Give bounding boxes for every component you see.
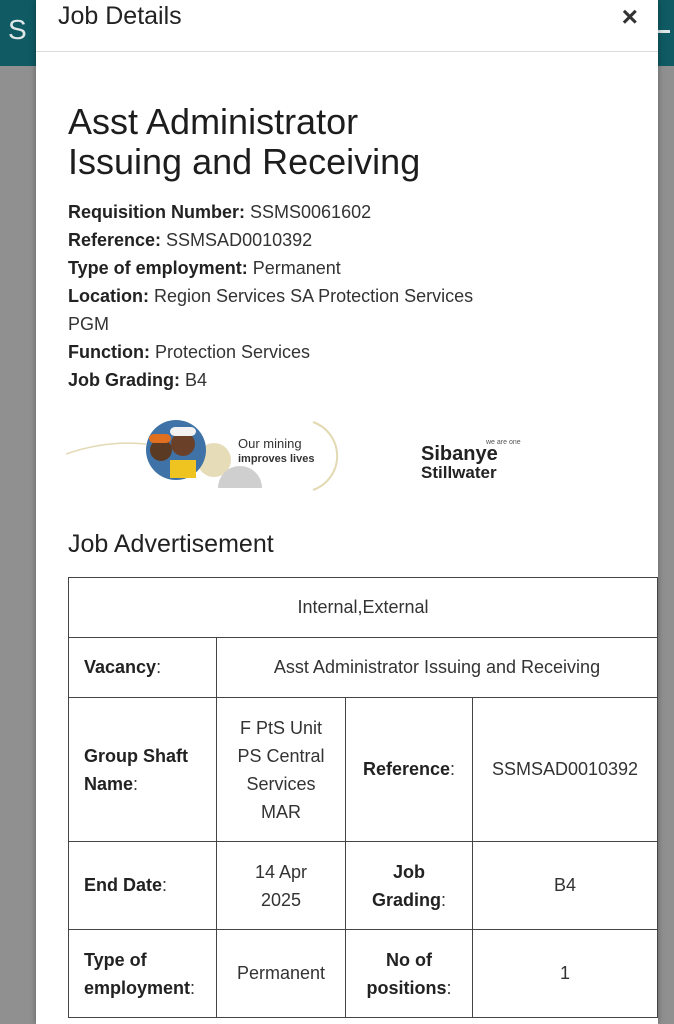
employment-type-value: Permanent xyxy=(217,930,346,1018)
banner-vest xyxy=(170,460,196,478)
banner-tagline-2: improves lives xyxy=(238,453,315,465)
job-details-list xyxy=(68,198,488,394)
table-row xyxy=(69,842,658,930)
job-advertisement-table xyxy=(68,577,658,1018)
table-row xyxy=(69,698,658,842)
close-icon[interactable]: × xyxy=(621,1,638,32)
banner-arc xyxy=(313,422,337,490)
table-row xyxy=(69,638,658,698)
banner-helmet-1 xyxy=(149,434,171,443)
banner-helmet-2 xyxy=(170,427,196,436)
job-title-line-2: Issuing and Receiving xyxy=(68,141,421,182)
vacancy-value: Asst Administrator Issuing and Receiving xyxy=(217,638,658,698)
detail-function: Function: Protection Services xyxy=(68,342,311,362)
job-title xyxy=(68,102,628,182)
modal-header xyxy=(36,0,658,52)
brand-small-text: we are one xyxy=(486,439,521,446)
audience-cell: Internal,External xyxy=(69,578,658,638)
modal-title: Job Details xyxy=(58,2,182,30)
banner-tagline-1: Our mining xyxy=(238,436,302,451)
detail-location: Location: Region Services SA Protection Services PGM xyxy=(68,286,474,334)
reference-label: Reference: xyxy=(346,698,473,842)
banner-swoosh xyxy=(66,443,146,454)
group-shaft-value: F PtS Unit PS Central Services MAR xyxy=(217,698,346,842)
table-row xyxy=(69,578,658,638)
company-banner xyxy=(66,420,536,494)
job-title-line-1: Asst Administrator xyxy=(68,101,359,142)
job-details-modal xyxy=(36,0,658,1024)
reference-value: SSMSAD0010392 xyxy=(473,698,658,842)
end-date-label: End Date: xyxy=(69,842,217,930)
detail-type-of-employment: Type of employment: Permanent xyxy=(68,258,341,278)
end-date-value: 14 Apr 2025 xyxy=(217,842,346,930)
job-grading-label: Job Grading: xyxy=(346,842,473,930)
job-grading-value: B4 xyxy=(473,842,658,930)
background-header-text: S xyxy=(8,14,27,45)
positions-value: 1 xyxy=(473,930,658,1018)
job-advertisement-heading: Job Advertisement xyxy=(68,530,274,558)
table-row xyxy=(69,930,658,1018)
brand-name-line-1: Sibanye xyxy=(421,443,498,465)
employment-type-label: Type of employment: xyxy=(69,930,217,1018)
detail-requisition-number: Requisition Number: SSMS0061602 xyxy=(68,202,372,222)
detail-job-grading: Job Grading: B4 xyxy=(68,370,208,390)
detail-reference: Reference: SSMSAD0010392 xyxy=(68,230,313,250)
brand-name-line-2: Stillwater xyxy=(421,463,497,482)
group-shaft-label: Group Shaft Name: xyxy=(69,698,217,842)
vacancy-label: Vacancy: xyxy=(69,638,217,698)
positions-label: No of positions: xyxy=(346,930,473,1018)
background-menu-icon xyxy=(658,30,670,33)
